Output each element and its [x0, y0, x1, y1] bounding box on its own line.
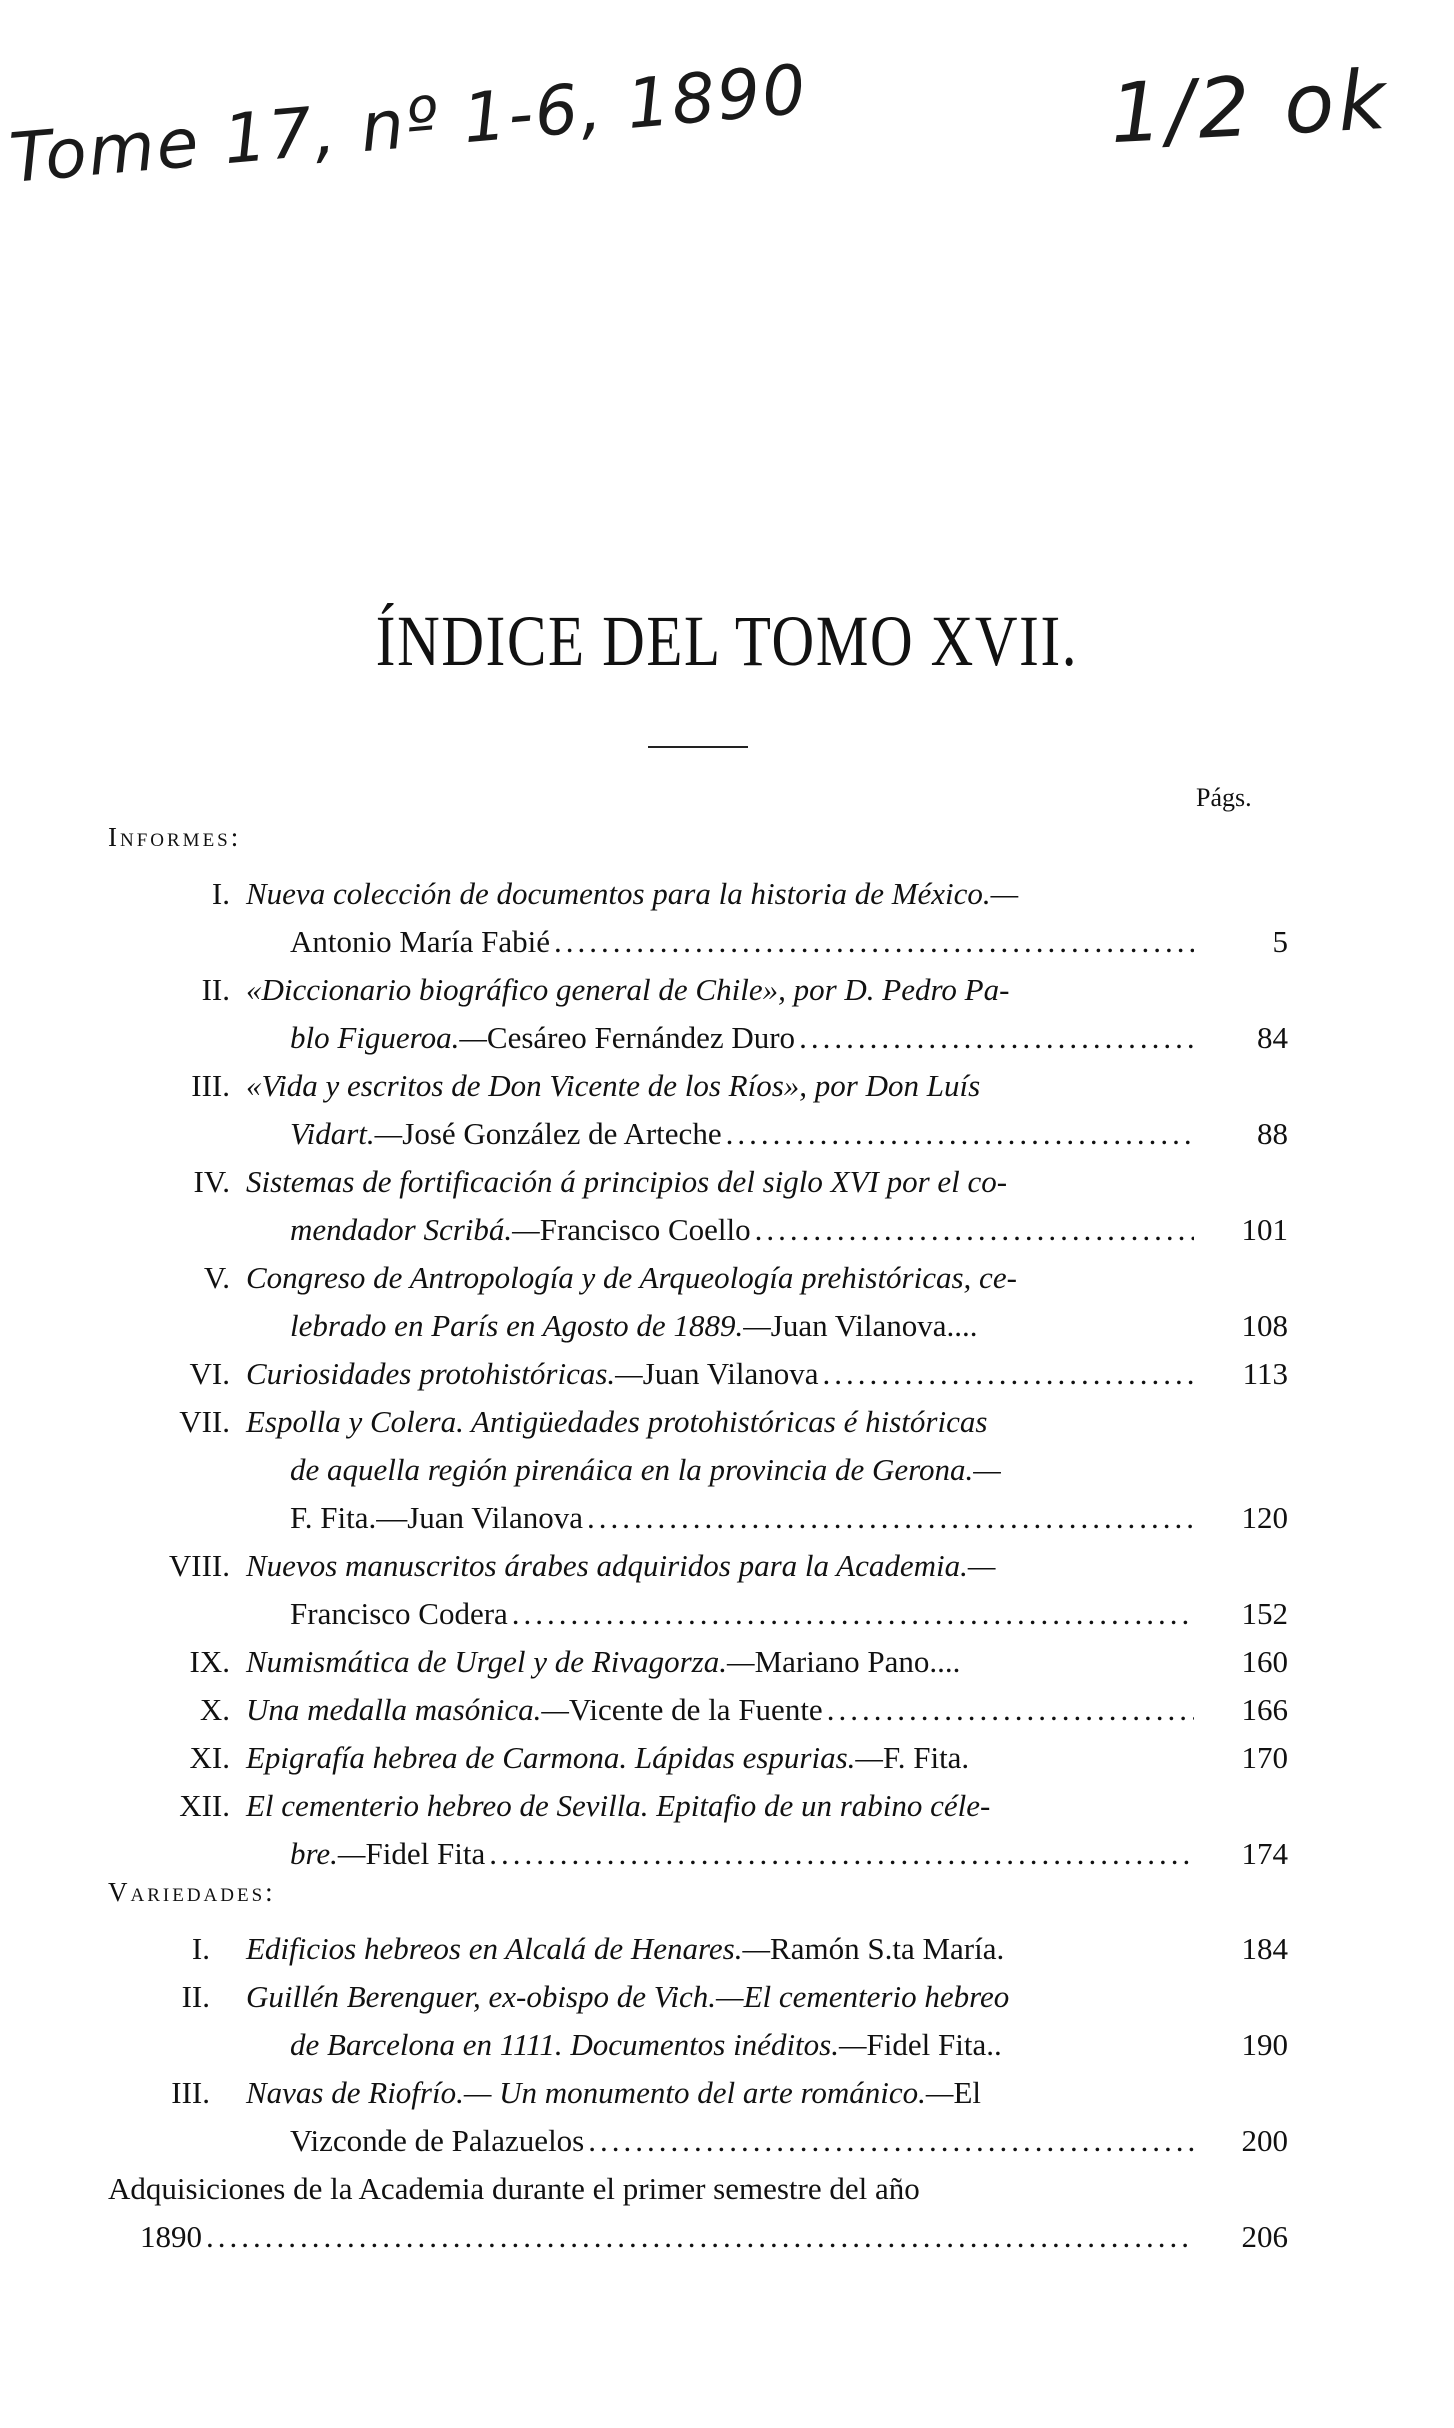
- entry-title: «Vida y escritos de Don Vicente de los Ríos», por Don Luís: [246, 1068, 981, 1103]
- toc-entry-line: [290, 1830, 1194, 1878]
- toc-entry-page: 108: [1241, 1308, 1288, 1343]
- leader-dots: [827, 1686, 1194, 1734]
- entry-title: Epigrafía hebrea de Carmona. Lápidas espurias.—: [246, 1740, 883, 1775]
- entry-title: Una medalla masónica.—: [246, 1692, 569, 1727]
- toc-entry-line: [290, 1206, 1194, 1254]
- toc-entry-line: [290, 2117, 1194, 2165]
- entry-title: «Diccionario biográfico general de Chile», por D. Pedro Pa-: [246, 972, 1010, 1007]
- entry-title: blo Figueroa.—: [290, 1020, 487, 1055]
- pages-column-label: Págs.: [1196, 783, 1252, 812]
- toc-entry-number: XI.: [189, 1740, 230, 1775]
- leader-dots: [755, 1206, 1194, 1254]
- leader-dots: [799, 1014, 1194, 1062]
- entry-author: Vicente de la Fuente: [568, 1692, 823, 1727]
- entry-title: Navas de Riofrío.— Un monumento del arte románico.—: [246, 2075, 954, 2110]
- entry-author: Fidel Fita..: [866, 2027, 1002, 2062]
- entry-title: El cementerio hebreo de Sevilla. Epitafio de un rabino céle-: [246, 1788, 991, 1823]
- entry-author: Juan Vilanova: [642, 1356, 819, 1391]
- toc-entry-line: [246, 1158, 1194, 1206]
- toc-entry-number: VIII.: [168, 1548, 230, 1583]
- entry-title: Edificios hebreos en Alcalá de Henares.—: [246, 1931, 771, 1966]
- toc-entry-line: [246, 1686, 1194, 1734]
- toc-entry-page: 166: [1241, 1692, 1288, 1727]
- leader-dots: [823, 1350, 1194, 1398]
- toc-entry-line: [246, 1062, 1194, 1110]
- entry-author: El: [953, 2075, 982, 2110]
- toc-entry-page: 120: [1241, 1500, 1288, 1535]
- toc-entry-line: [246, 1638, 1194, 1686]
- entry-title: lebrado en París en Agosto de 1889.—: [290, 1308, 771, 1343]
- toc-entry-line: [290, 1014, 1194, 1062]
- entry-title: bre.—: [290, 1836, 366, 1871]
- toc-entry-page: 170: [1241, 1740, 1288, 1775]
- toc-entry-number: X.: [199, 1692, 230, 1727]
- toc-entry-line: [290, 1446, 1194, 1494]
- toc-entry-page: 84: [1257, 1020, 1288, 1055]
- toc-entry-line: [246, 1973, 1194, 2021]
- toc-entry-page: 200: [1241, 2123, 1288, 2158]
- toc-entry-line: [246, 2069, 1194, 2117]
- toc-entry-line: [246, 1782, 1194, 1830]
- toc-entry-number: IX.: [189, 1644, 230, 1679]
- toc-entry-page: 160: [1241, 1644, 1288, 1679]
- toc-entry-page: 206: [1241, 2219, 1288, 2254]
- toc-entry-line: [140, 2213, 1194, 2261]
- entry-author: Juan Vilanova....: [770, 1308, 978, 1343]
- leader-dots: [206, 2213, 1194, 2261]
- toc-entry-line: [290, 1590, 1194, 1638]
- toc-entry-page: 101: [1241, 1212, 1288, 1247]
- toc-entry-line: [246, 1925, 1194, 1973]
- entry-title: Numismática de Urgel y de Rivagorza.—: [246, 1644, 755, 1679]
- toc-entry-number: III.: [191, 1068, 230, 1103]
- toc-entry-number: IV.: [193, 1164, 230, 1199]
- toc-entry-line: [290, 918, 1194, 966]
- leader-dots: [588, 2117, 1194, 2165]
- toc-entry-page: 174: [1241, 1836, 1288, 1871]
- entry-title: Congreso de Antropología y de Arqueología prehistóricas, ce-: [246, 1260, 1017, 1295]
- toc-entry-page: 152: [1241, 1596, 1288, 1631]
- entry-author: Cesáreo Fernández Duro: [486, 1020, 796, 1055]
- leader-dots: [726, 1110, 1194, 1158]
- toc-entry-page: 190: [1241, 2027, 1288, 2062]
- toc-entry-number: III.: [171, 2075, 210, 2110]
- toc-entry-line: [246, 1542, 1194, 1590]
- entry-title: Guillén Berenguer, ex-obispo de Vich.—El cementerio hebreo: [246, 1979, 1010, 2014]
- entry-author: Antonio María Fabié: [290, 924, 551, 959]
- toc-entry-page: 113: [1242, 1356, 1288, 1391]
- leader-dots: [489, 1830, 1194, 1878]
- entry-title: Vidart.—: [290, 1116, 403, 1151]
- section-heading-informes: Informes:: [108, 822, 242, 852]
- entry-author: Fidel Fita: [365, 1836, 486, 1871]
- handwritten-annotation-left: Tome 17, nº 1-6, 1890: [6, 50, 811, 199]
- toc-entry-number: I.: [211, 876, 230, 911]
- entry-author: Francisco Coello: [539, 1212, 751, 1247]
- entry-author: F. Fita.—Juan Vilanova: [290, 1500, 584, 1535]
- entry-title: Sistemas de fortificación á principios del siglo XVI por el co-: [246, 1164, 1008, 1199]
- entry-title: Espolla y Colera. Antigüedades protohistóricas é históricas: [246, 1404, 988, 1439]
- toc-entry-line: [246, 1254, 1194, 1302]
- toc-entry-number: I.: [191, 1931, 210, 1966]
- adquisiciones-year: 1890: [140, 2219, 202, 2254]
- toc-entry-number: VII.: [179, 1404, 230, 1439]
- toc-entry-line: [290, 1494, 1194, 1542]
- toc-entry-number: VI.: [189, 1356, 230, 1391]
- entry-author: Vizconde de Palazuelos: [290, 2123, 585, 2158]
- entry-author: José González de Arteche: [402, 1116, 722, 1151]
- page-title: ÍNDICE DEL TOMO XVII.: [375, 601, 1079, 681]
- toc-entry-page: 5: [1272, 924, 1288, 959]
- toc-entry-number: XII.: [179, 1788, 230, 1823]
- entry-title: Curiosidades protohistóricas.—: [246, 1356, 643, 1391]
- entry-author: Ramón S.ta María.: [770, 1931, 1005, 1966]
- toc-entry-line: [246, 1734, 1194, 1782]
- toc-entry-number: II.: [201, 972, 230, 1007]
- entry-title: de aquella región pirenáica en la provincia de Gerona.—: [290, 1452, 1001, 1487]
- entry-author: Francisco Codera: [290, 1596, 508, 1631]
- entry-author: F. Fita.: [882, 1740, 970, 1775]
- entry-title: de Barcelona en 1111. Documentos inéditos.—: [290, 2027, 867, 2062]
- leader-dots: [554, 918, 1194, 966]
- toc-entry-line: [246, 1350, 1194, 1398]
- toc-entry-page: 88: [1257, 1116, 1288, 1151]
- toc-entry-number: II.: [181, 1979, 210, 2014]
- toc-entry-line: [290, 1110, 1194, 1158]
- toc-entry-line: [246, 870, 1194, 918]
- entry-title: Nuevos manuscritos árabes adquiridos para la Academia.—: [246, 1548, 996, 1583]
- toc-entry-number: V.: [203, 1260, 230, 1295]
- entry-title: Nueva colección de documentos para la historia de México.—: [246, 876, 1019, 911]
- handwritten-annotation-right: 1/2 ok: [1107, 52, 1392, 163]
- toc-entry-line: [290, 1302, 1194, 1350]
- entry-author: Mariano Pano....: [754, 1644, 961, 1679]
- section-heading-variedades: Variedades:: [108, 1877, 276, 1907]
- entry-title: mendador Scribá.—: [290, 1212, 540, 1247]
- leader-dots: [512, 1590, 1194, 1638]
- toc-entry-line: [290, 2021, 1194, 2069]
- toc-entry-line: [246, 1398, 1194, 1446]
- toc-entry-line: [246, 966, 1194, 1014]
- leader-dots: [587, 1494, 1194, 1542]
- toc-entry-page: 184: [1241, 1931, 1288, 1966]
- adquisiciones-line: Adquisiciones de la Academia durante el primer semestre del año: [108, 2171, 920, 2206]
